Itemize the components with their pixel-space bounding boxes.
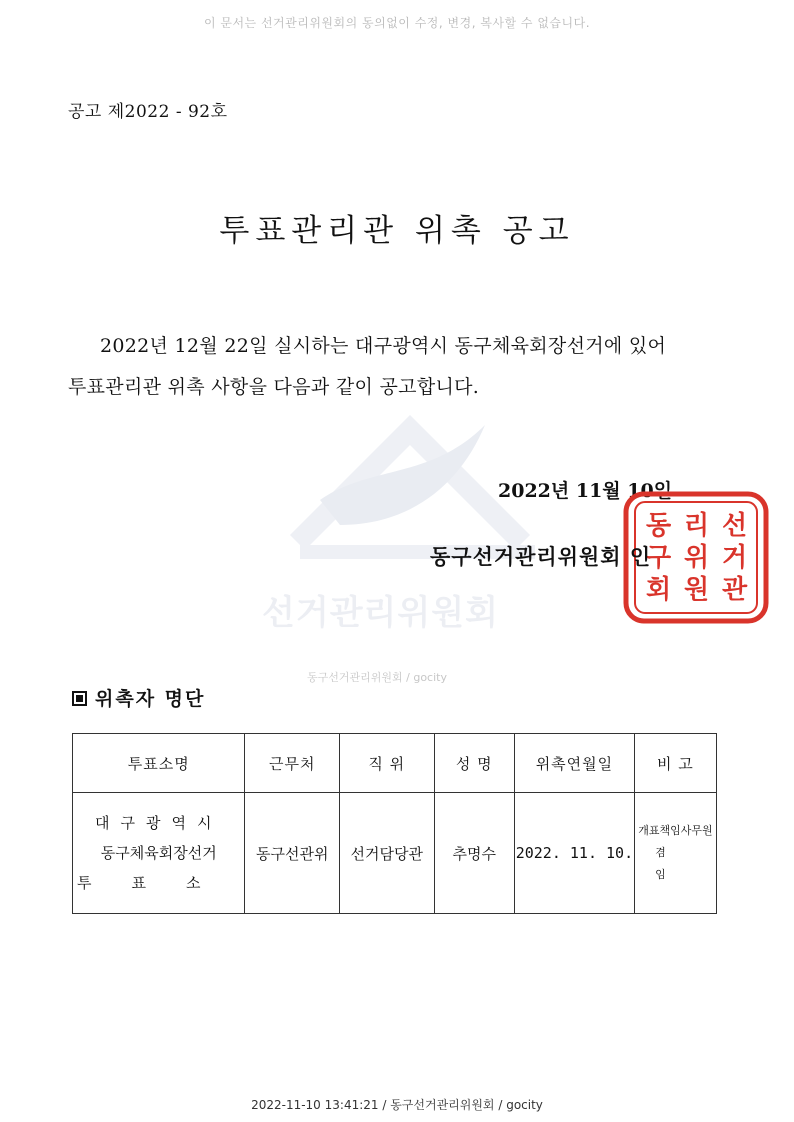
column-header: 비 고	[634, 734, 716, 793]
workplace-cell: 동구선관위	[245, 793, 340, 914]
svg-text:회: 회	[646, 575, 672, 605]
document-title: 투표관리관 위촉 공고	[219, 213, 575, 249]
column-header: 성 명	[434, 734, 515, 793]
column-header: 투표소명	[73, 734, 245, 793]
watermark-org-text: 선거관리위원회	[262, 593, 499, 633]
svg-text:관: 관	[722, 575, 748, 605]
station-line: 동구체육회장선거	[100, 844, 217, 862]
body-text-line: 2022년 12월 22일 실시하는 대구광역시 동구체육회장선거에 있어	[100, 335, 667, 357]
remarks-line: 겸임	[655, 846, 696, 881]
square-bullet-icon	[72, 691, 87, 706]
remarks-cell	[634, 793, 716, 914]
appointment-date-cell: 2022. 11. 10.	[515, 793, 635, 914]
column-header: 근무처	[245, 734, 340, 793]
column-header: 위촉연월일	[515, 734, 635, 793]
position-cell: 선거담당관	[340, 793, 435, 914]
copy-restriction-notice: 이 문서는 선거관리위원회의 동의없이 수정, 변경, 복사할 수 없습니다.	[203, 16, 591, 30]
station-line: 투표소	[77, 874, 241, 892]
polling-station-cell	[73, 793, 245, 914]
svg-text:선: 선	[722, 511, 748, 541]
remarks-line: 개표책임사무원	[638, 824, 713, 837]
watermark-subtext: 동구선거관리위원회 / gocity	[307, 671, 447, 684]
footer-timestamp: 2022-11-10 13:41:21 / 동구선거관리위원회 / gocity	[251, 1098, 543, 1112]
svg-text:원: 원	[684, 575, 710, 605]
appointee-table	[72, 733, 717, 914]
svg-text:리: 리	[684, 511, 710, 541]
column-header: 직 위	[340, 734, 435, 793]
svg-text:거: 거	[722, 543, 748, 573]
issue-date: 2022년 11월 10일	[498, 480, 673, 502]
body-text-line: 투표관리관 위촉 사항을 다음과 같이 공고합니다.	[68, 376, 480, 398]
station-line: 대구광역시	[95, 814, 223, 832]
section-heading	[72, 684, 205, 711]
table-row	[73, 793, 717, 914]
name-cell: 추명수	[434, 793, 515, 914]
issuer-name: 동구선거관리위원회 인	[430, 544, 652, 569]
svg-text:동: 동	[646, 511, 672, 541]
svg-text:위: 위	[684, 543, 710, 573]
table-header-row	[73, 734, 717, 793]
section-heading-text: 위촉자 명단	[95, 688, 206, 710]
notice-number: 공고 제2022 - 92호	[68, 102, 228, 122]
svg-text:구: 구	[646, 543, 672, 573]
